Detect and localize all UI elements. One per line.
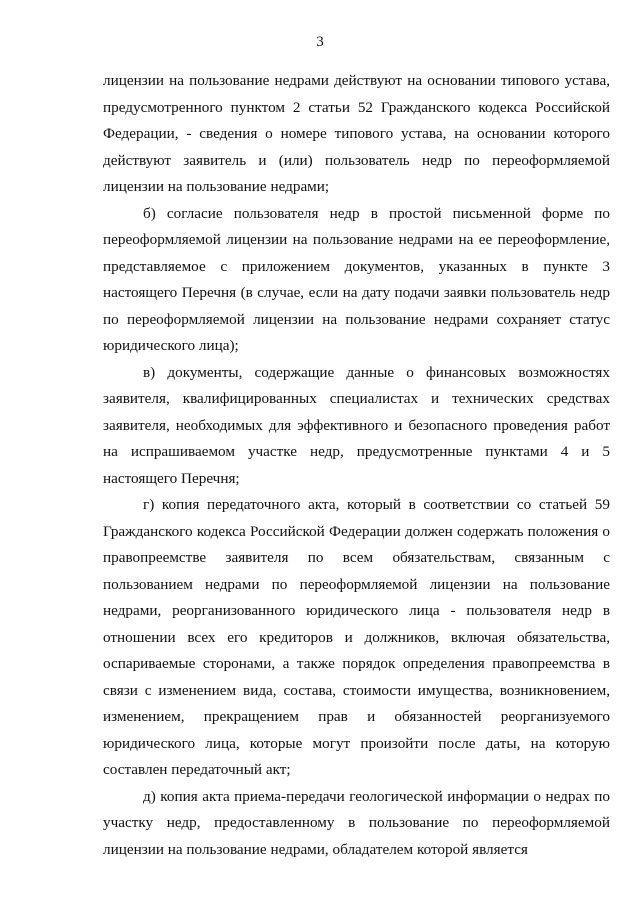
paragraph-continuation: лицензии на пользование недрами действуют на основании типового устава, предусмотренного пунктом 2 статьи 52 Гражданского кодекса Российской Федерации, - сведения о номере типового устава, на основании которого действуют заявитель и (или) пользователь недр по переоформляемой лицензии на пользование недрами; xyxy=(103,72,610,195)
paragraph-item-b: б) согласие пользователя недр в простой письменной форме по переоформляемой лицензии на пользование недрами на ее переоформление, представляемое с приложением документов, указанных в пункте 3 настоящего Перечня (в случае, если на дату подачи заявки пользователь недр по переоформляемой лицензии на пользование недрами сохраняет статус юридического лица); xyxy=(103,204,610,354)
paragraph-item-v: в) документы, содержащие данные о финансовых возможностях заявителя, квалифицированных специалистах и технических средствах заявителя, необходимых для эффективного и безопасного проведения работ на испрашиваемом участке недр, предусмотренные пунктами 4 и 5 настоящего Перечня; xyxy=(103,363,610,487)
document-body xyxy=(103,68,610,863)
page-number: 3 xyxy=(316,34,324,50)
paragraph-item-d: д) копия акта приема-передачи геологической информации о недрах по участку недр, предоставленному в пользование по переоформляемой лицензии на пользование недрами, обладателем которой является xyxy=(103,787,610,858)
paragraph-item-g: г) копия передаточного акта, который в соответствии со статьей 59 Гражданского кодекса Российской Федерации должен содержать положения о правопреемстве заявителя по всем обязательствам, связанным с пользованием недрами по переоформляемой лицензии на пользование недрами, реорганизованного юридического лица - пользователя недр в отношении всех его кредиторов и должников, включая обязательства, оспариваемые сторонами, а также порядок определения правопреемства в связи с изменением вида, состава, стоимости имущества, возникновением, изменением, прекращением прав и обязанностей реорганизуемого юридического лица, которые могут произойти после даты, на которую составлен передаточный акт; xyxy=(103,496,610,778)
